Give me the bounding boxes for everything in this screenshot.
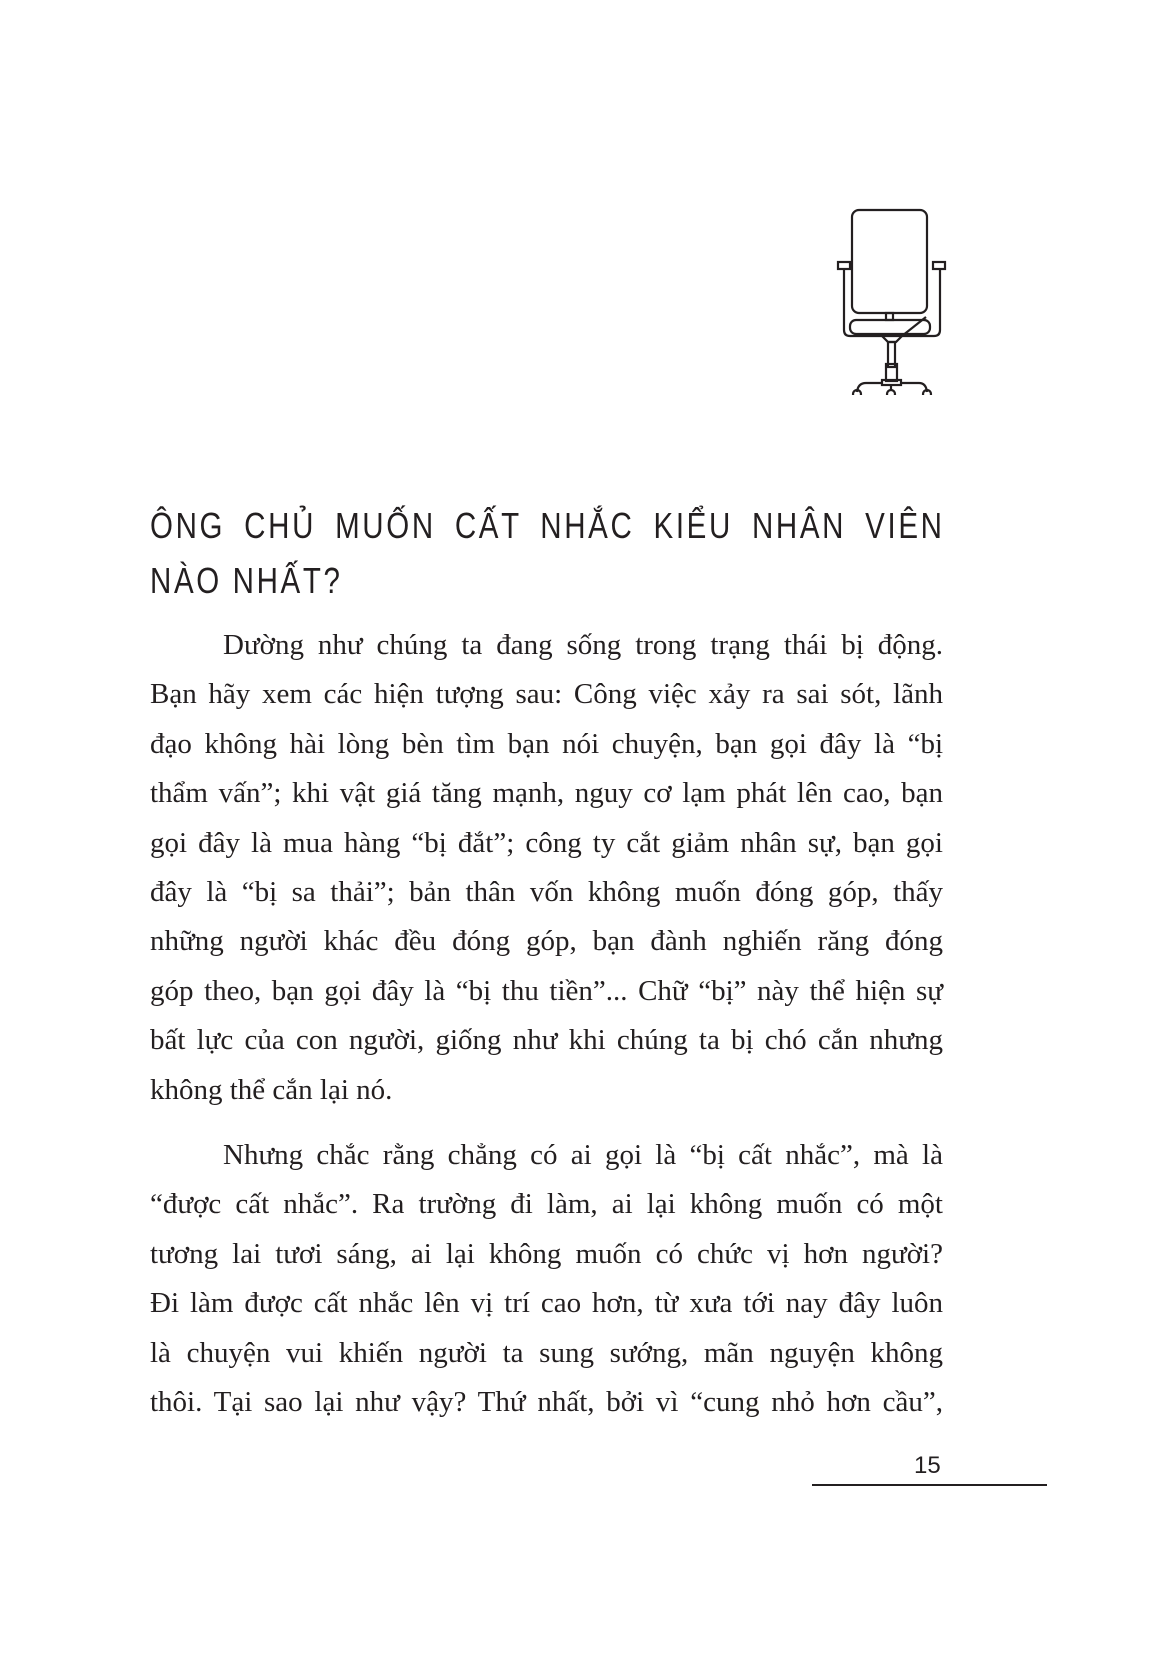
text-line: góp theo, bạn gọi đây là “bị thu tiền”... Chữ “bị” này thể hiện sự	[150, 974, 943, 1007]
text-line: những người khác đều đóng góp, bạn đành nghiến răng đóng	[150, 925, 943, 958]
text-line: thẩm vấn”; khi vật giá tăng mạnh, nguy cơ lạm phát lên cao, bạn	[150, 777, 943, 810]
office-chair-icon	[830, 200, 955, 395]
text-line: là chuyện vui khiến người ta sung sướng, mãn nguyện không	[150, 1336, 943, 1369]
text-line: thôi. Tại sao lại như vậy? Thứ nhất, bởi vì “cung nhỏ hơn cầu”,	[150, 1386, 943, 1419]
text-line: gọi đây là mua hàng “bị đắt”; công ty cắt giảm nhân sự, bạn gọi	[150, 826, 943, 859]
text-line: đây là “bị sa thải”; bản thân vốn không muốn đóng góp, thấy	[150, 876, 943, 909]
page-number: 15	[914, 1452, 941, 1479]
text-line: Đi làm được cất nhắc lên vị trí cao hơn, từ xưa tới nay đây luôn	[150, 1287, 943, 1320]
chapter-title-line: ÔNG CHỦ MUỐN CẤT NHẮC KIỂU NHÂN VIÊN	[150, 505, 945, 547]
text-line: Dường như chúng ta đang sống trong trạng thái bị động.	[223, 629, 943, 661]
text-line: Nhưng chắc rằng chẳng có ai gọi là “bị cất nhắc”, mà là	[223, 1139, 943, 1171]
footer-rule	[812, 1484, 1047, 1486]
paragraph	[150, 1131, 943, 1427]
text-line: bất lực của con người, giống như khi chúng ta bị chó cắn nhưng	[150, 1024, 943, 1057]
text-line: “được cất nhắc”. Ra trường đi làm, ai lại không muốn có một	[150, 1188, 943, 1221]
text-line: không thể cắn lại nó.	[150, 1073, 393, 1106]
chapter-title	[150, 498, 945, 608]
text-line: đạo không hài lòng bèn tìm bạn nói chuyện, bạn gọi đây là “bị	[150, 727, 943, 760]
paragraph	[150, 621, 943, 1115]
text-line: Bạn hãy xem các hiện tượng sau: Công việc xảy ra sai sót, lãnh	[150, 678, 943, 711]
text-line: tương lai tươi sáng, ai lại không muốn có chức vị hơn người?	[150, 1237, 943, 1270]
chapter-title-line: NÀO NHẤT?	[150, 560, 343, 602]
